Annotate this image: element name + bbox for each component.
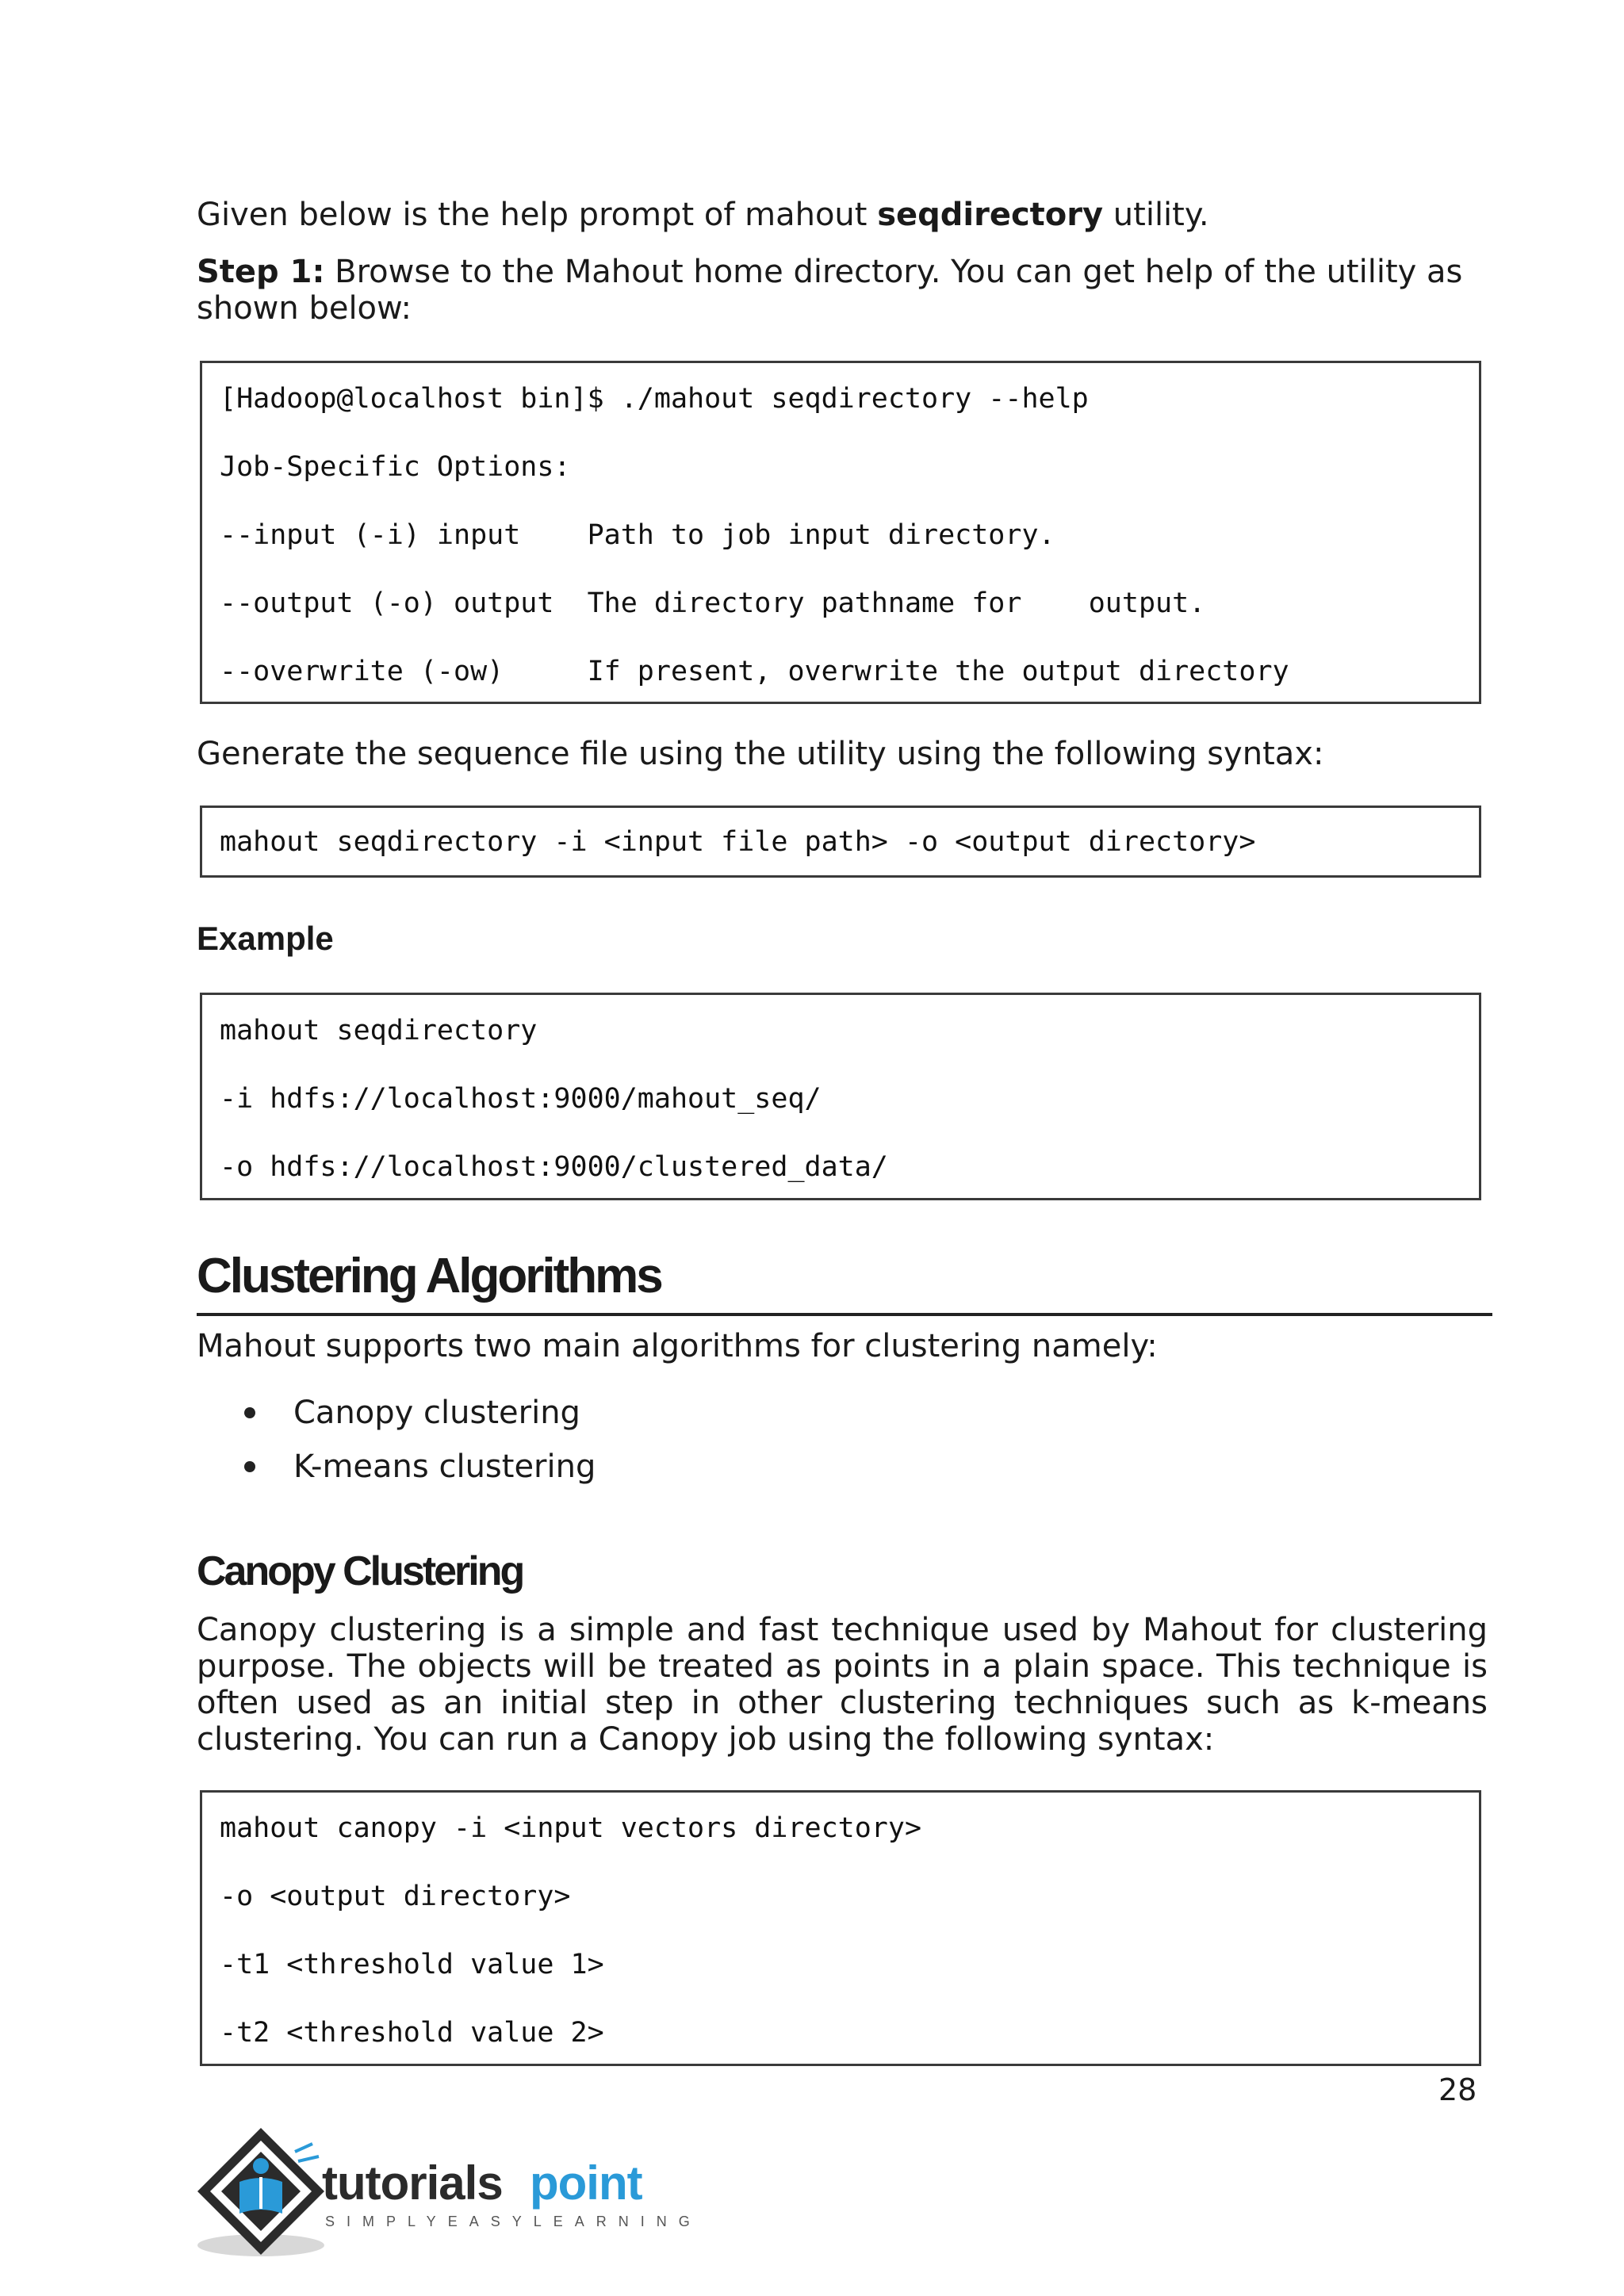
intro-paragraph — [197, 197, 1209, 233]
generate-paragraph: Generate the sequence file using the utility using the following syntax: — [197, 736, 1324, 772]
canopy-heading: Canopy Clustering — [197, 1548, 523, 1594]
logo-icon — [193, 2120, 702, 2263]
logo-tagline: SIMPLYEASYLEARNING — [325, 2214, 702, 2229]
step1-text: Browse to the Mahout home directory. You can get help of the utility as shown below: — [197, 254, 1463, 327]
list-item — [244, 1440, 596, 1494]
code-line: --overwrite (-ow) If present, overwrite the output directory — [220, 656, 1289, 687]
code-line: Job-Specific Options: — [220, 451, 571, 483]
code-line: --input (-i) input Path to job input directory. — [220, 519, 1055, 551]
code-line: -t1 <threshold value 1> — [220, 1949, 604, 1980]
clustering-intro: Mahout supports two main algorithms for clustering namely: — [197, 1328, 1158, 1364]
intro-bold-term: seqdirectory — [877, 197, 1104, 233]
clustering-heading: Clustering Algorithms — [197, 1245, 1492, 1316]
example-heading: Example — [197, 920, 334, 957]
canopy-paragraph: Canopy clustering is a simple and fast technique used by Mahout for clustering purpose. The objects will be treated as points in a plain space. This technique is often used as an initial step in other clustering techniques such as k-means clustering. You can run a Canopy job using the following syntax: — [197, 1612, 1488, 1758]
step1-label: Step 1: — [197, 254, 325, 290]
clustering-list — [244, 1386, 596, 1494]
bullet-icon — [244, 1461, 255, 1472]
intro-text: Given below is the help prompt of mahout — [197, 197, 878, 233]
list-item-text: K-means clustering — [293, 1448, 596, 1485]
syntax-code-box — [200, 806, 1481, 878]
code-line: mahout canopy -i <input vectors directory> — [220, 1812, 922, 1844]
example-code-box — [200, 993, 1481, 1200]
logo-wordmark-blue: point — [530, 2156, 642, 2210]
step1-paragraph — [197, 254, 1488, 327]
list-item-text: Canopy clustering — [293, 1395, 580, 1431]
tutorialspoint-logo[interactable] — [193, 2120, 702, 2266]
code-line: mahout seqdirectory — [220, 1015, 538, 1047]
code-line: [Hadoop@localhost bin]$ ./mahout seqdirectory --help — [220, 383, 1089, 415]
help-code-box — [200, 361, 1481, 704]
code-line: -t2 <threshold value 2> — [220, 2017, 604, 2049]
intro-suffix: utility. — [1103, 197, 1209, 233]
code-line: mahout seqdirectory -i <input file path> -o <output directory> — [220, 826, 1256, 858]
logo-wordmark-dark: tutorials — [322, 2156, 503, 2210]
canopy-code-box — [200, 1790, 1481, 2066]
code-line: -o hdfs://localhost:9000/clustered_data/ — [220, 1151, 888, 1183]
list-item — [244, 1386, 596, 1440]
page-number: 28 — [1438, 2072, 1477, 2107]
bullet-icon — [244, 1407, 255, 1418]
code-line: -o <output directory> — [220, 1881, 571, 1912]
code-line: --output (-o) output The directory pathname for output. — [220, 587, 1206, 619]
code-line: -i hdfs://localhost:9000/mahout_seq/ — [220, 1083, 822, 1115]
